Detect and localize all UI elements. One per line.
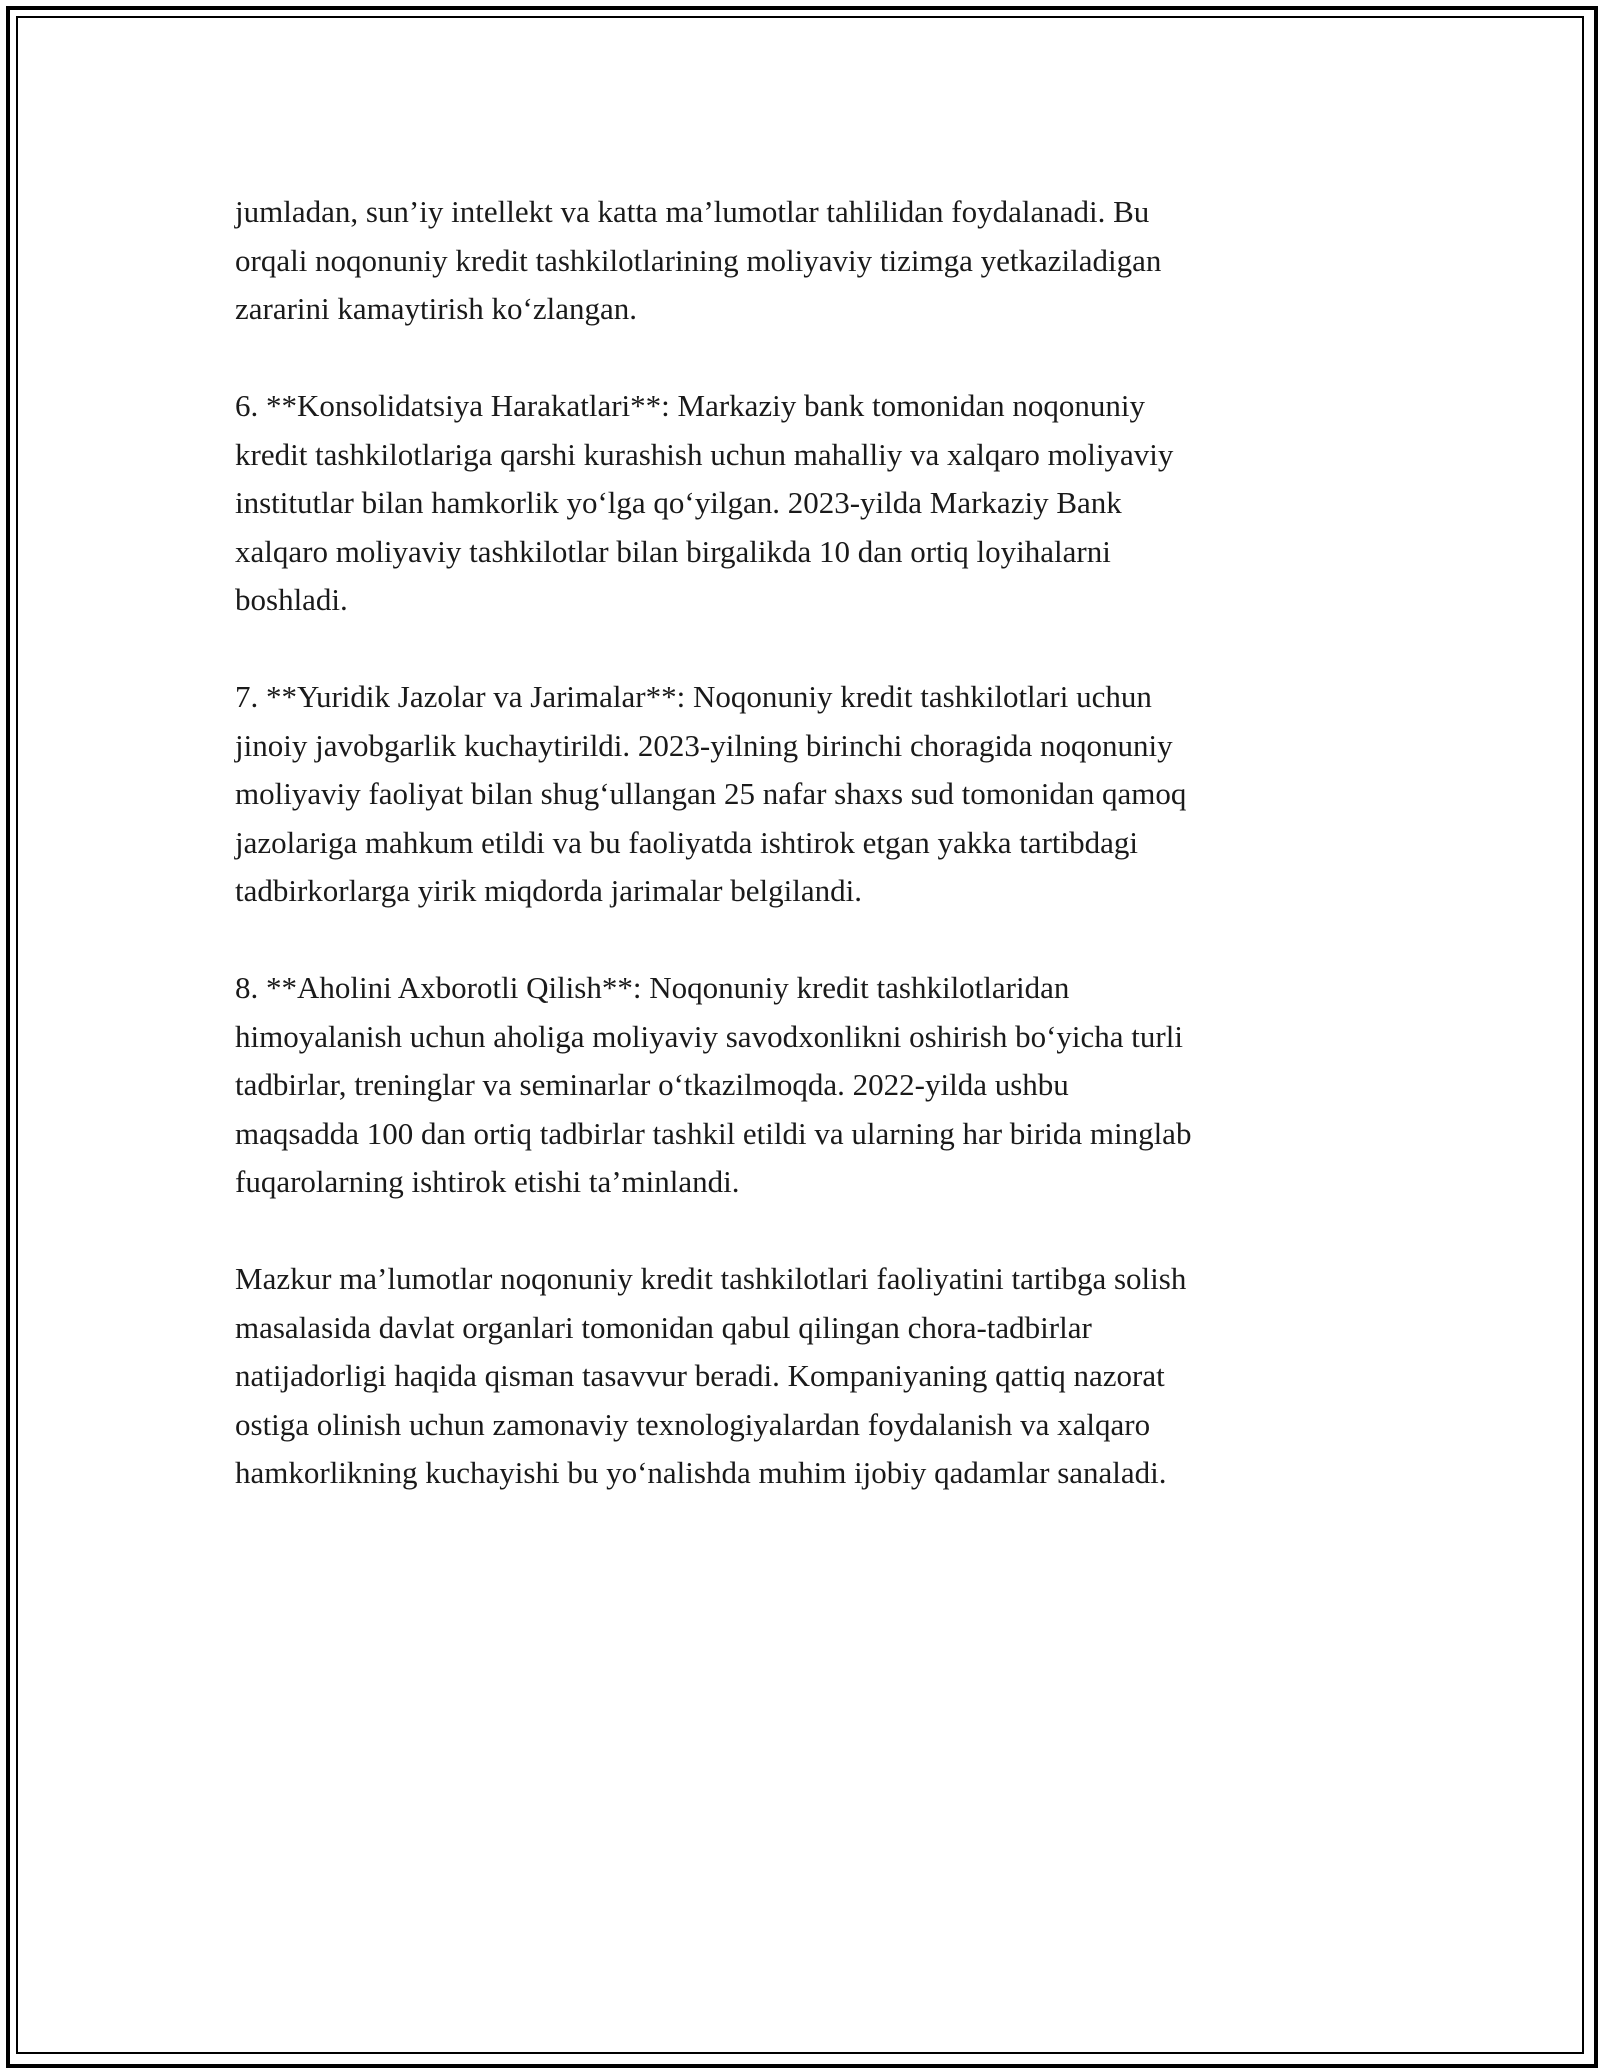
document-body (235, 188, 1385, 1498)
text-line: zararini kamaytirish ko‘zlangan. (235, 291, 637, 326)
text-line: himoyalanish uchun aholiga moliyaviy savodxonlikni oshirish bo‘yicha turli (235, 1018, 1183, 1054)
text-line: 7. **Yuridik Jazolar va Jarimalar**: Noqonuniy kredit tashkilotlari uchun (235, 679, 1152, 714)
text-line: moliyaviy faoliyat bilan shug‘ullangan 25 nafar shaxs sud tomonidan qamoq (235, 776, 1187, 811)
paragraph-item-7 (235, 673, 1385, 916)
text-line: jazolariga mahkum etildi va bu faoliyatda ishtirok etgan yakka tartibdagi (235, 824, 1139, 860)
text-line: jinoiy javobgarlik kuchaytirildi. 2023-yilning birinchi choragida noqonuniy (235, 727, 1173, 763)
text-line: 6. **Konsolidatsiya Harakatlari**: Markaziy bank tomonidan noqonuniy (235, 388, 1146, 423)
text-line: Mazkur ma’lumotlar noqonuniy kredit tashkilotlari faoliyatini tartibga solish (235, 1261, 1187, 1296)
paragraph-item-6 (235, 382, 1385, 625)
text-line: orqali noqonuniy kredit tashkilotlarining moliyaviy tizimga yetkaziladigan (235, 242, 1162, 278)
text-line: jumladan, sun’iy intellekt va katta ma’lumotlar tahlilidan foydalanadi. Bu (235, 194, 1150, 229)
text-line: 8. **Aholini Axborotli Qilish**: Noqonuniy kredit tashkilotlaridan (235, 970, 1070, 1005)
paragraph-intro-continuation (235, 188, 1385, 334)
text-line: natijadorligi haqida qisman tasavvur beradi. Kompaniyaning qattiq nazorat (235, 1358, 1165, 1393)
text-line: tadbirlar, treninglar va seminarlar o‘tkazilmoqda. 2022-yilda ushbu (235, 1067, 1069, 1102)
text-line: boshladi. (235, 582, 348, 617)
text-line: ostiga olinish uchun zamonaviy texnologiyalardan foydalanish va xalqaro (235, 1406, 1151, 1442)
paragraph-item-8 (235, 964, 1385, 1207)
text-line: masalasida davlat organlari tomonidan qabul qilingan chora-tadbirlar (235, 1309, 1092, 1345)
text-line: tadbirkorlarga yirik miqdorda jarimalar belgilandi. (235, 873, 862, 908)
text-line: fuqarolarning ishtirok etishi ta’minlandi. (235, 1164, 740, 1199)
text-line: maqsadda 100 dan ortiq tadbirlar tashkil etildi va ularning har birida minglab (235, 1115, 1192, 1151)
text-line: kredit tashkilotlariga qarshi kurashish uchun mahalliy va xalqaro moliyaviy (235, 436, 1174, 472)
text-line: xalqaro moliyaviy tashkilotlar bilan birgalikda 10 dan ortiq loyihalarni (235, 533, 1111, 569)
text-line: institutlar bilan hamkorlik yo‘lga qo‘yilgan. 2023-yilda Markaziy Bank (235, 485, 1122, 520)
paragraph-conclusion (235, 1255, 1385, 1498)
text-line: hamkorlikning kuchayishi bu yo‘nalishda muhim ijobiy qadamlar sanaladi. (235, 1455, 1167, 1490)
